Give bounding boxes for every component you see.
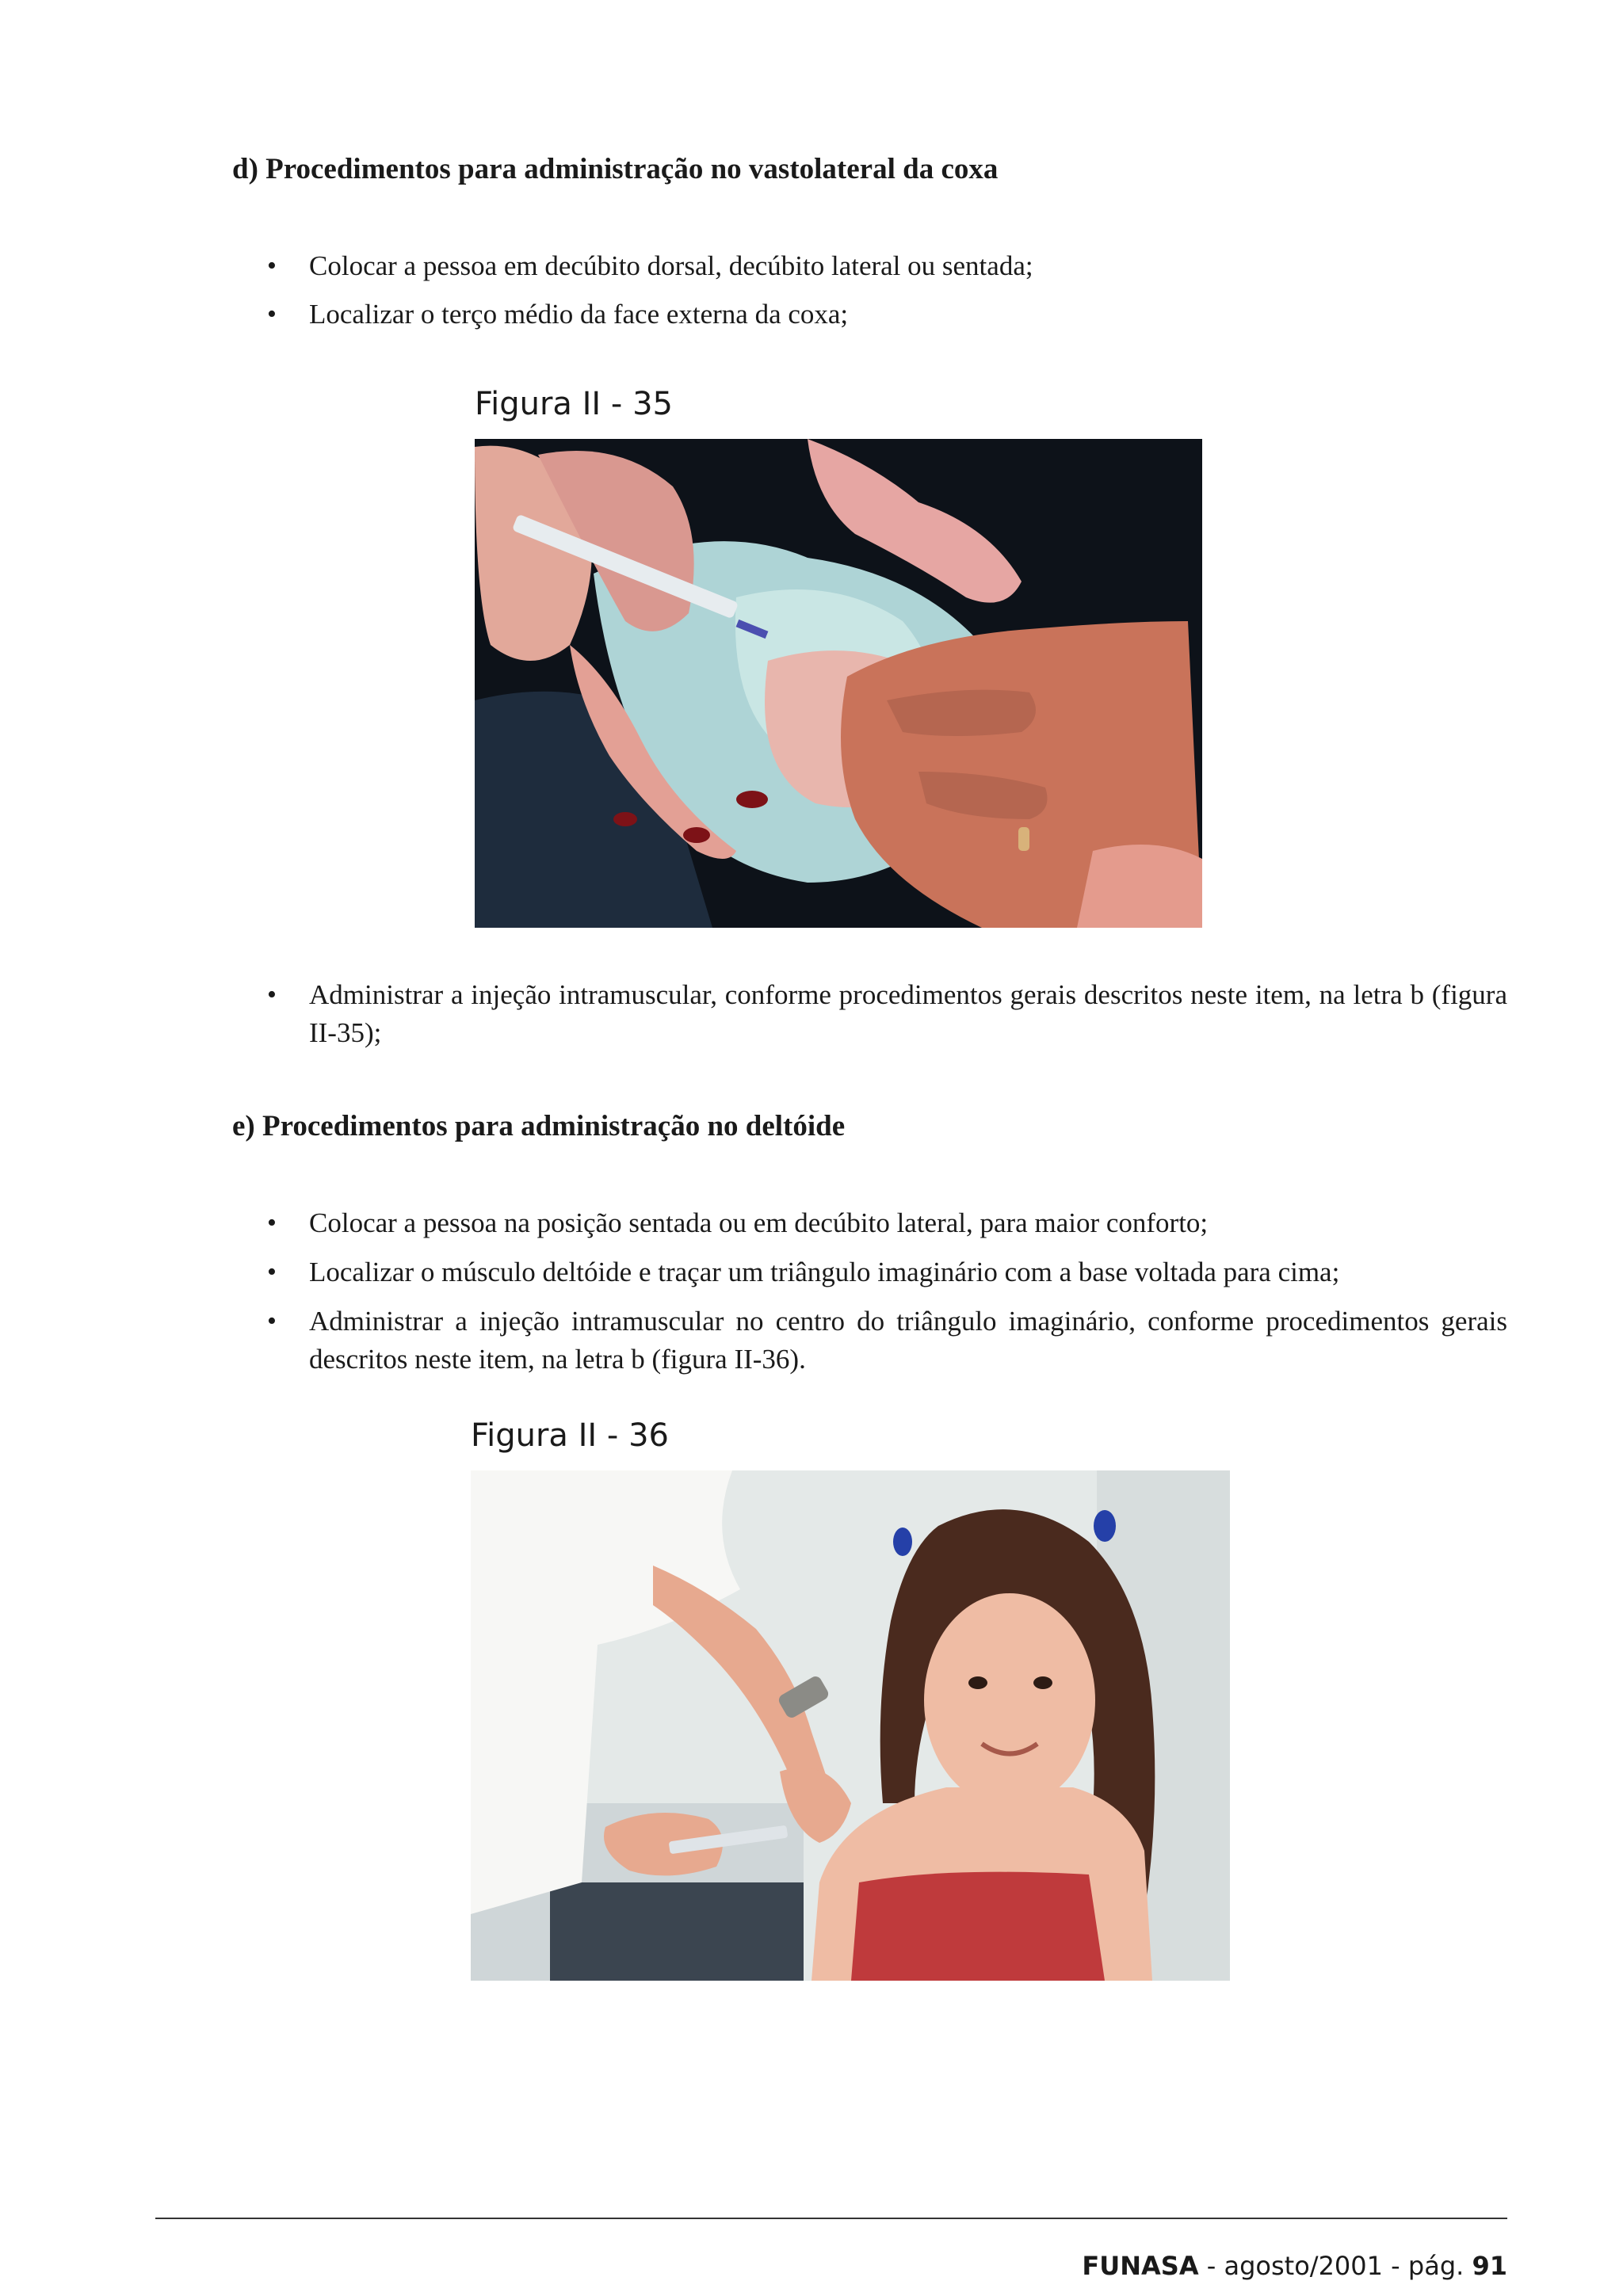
bullet-text: Colocar a pessoa na posição sentada ou em decúbito lateral, para maior conforto; bbox=[309, 1207, 1209, 1238]
footer-date: - agosto/2001 - pág. bbox=[1198, 2251, 1472, 2281]
footer-org: FUNASA bbox=[1082, 2251, 1199, 2281]
page-footer bbox=[1082, 2250, 1507, 2282]
bullet-marker: • bbox=[267, 299, 277, 329]
bullet-marker: • bbox=[267, 251, 277, 280]
footer-divider bbox=[155, 2218, 1507, 2219]
figure-caption: Figura II - 36 bbox=[471, 1417, 669, 1454]
bullet-text: Localizar o terço médio da face externa da coxa; bbox=[309, 299, 849, 330]
bullet-marker: • bbox=[267, 980, 277, 1009]
section-d-heading: d) Procedimentos para administração no vastolateral da coxa bbox=[232, 153, 999, 185]
photo-thigh-injection-illustration bbox=[475, 439, 1202, 928]
figure-photo-deltoid-injection bbox=[471, 1470, 1230, 1981]
bullet-marker: • bbox=[267, 1208, 277, 1238]
bullet-text: Administrar a injeção intramuscular no centro do triângulo imaginário, conforme procedimentos gerais descritos neste item, na letra b (figura II-36). bbox=[309, 1306, 1507, 1375]
bullet-marker: • bbox=[267, 1306, 277, 1336]
page-number: 91 bbox=[1472, 2251, 1507, 2281]
photo-deltoid-injection-illustration bbox=[471, 1470, 1230, 1981]
bullet-marker: • bbox=[267, 1257, 277, 1287]
bullet-text: Administrar a injeção intramuscular, conforme procedimentos gerais descritos neste item, na letra b (figura II-35); bbox=[309, 979, 1507, 1048]
figure-caption: Figura II - 35 bbox=[475, 386, 673, 422]
figure-photo-thigh-injection bbox=[475, 439, 1202, 928]
section-e-heading: e) Procedimentos para administração no deltóide bbox=[232, 1110, 846, 1142]
bullet-text: Localizar o músculo deltóide e traçar um triângulo imaginário com a base voltada para cima; bbox=[309, 1257, 1340, 1287]
bullet-text: Colocar a pessoa em decúbito dorsal, decúbito lateral ou sentada; bbox=[309, 250, 1033, 281]
